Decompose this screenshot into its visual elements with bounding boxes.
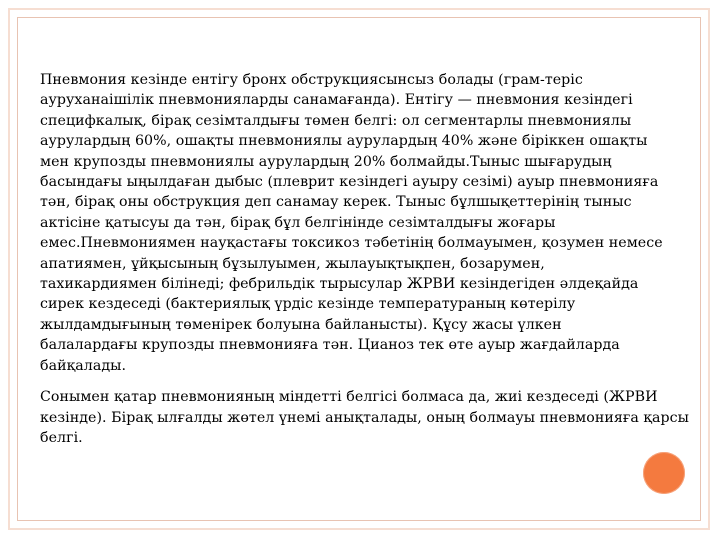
text-line: апатиямен, ұйқысының бұзылуымен, жылауықтықпен, бозарумен, <box>40 255 545 272</box>
text-line: емес.Пневмониямен науқастағы токсикоз тәбетінің болмауымен, қозумен немесе <box>40 235 663 252</box>
text-line: актісіне қатысуы да тән, бірақ бұл белгінінде сезімталдығы жоғары <box>40 214 556 231</box>
text-line: балалардағы крупозды пневмонияға тән. Цианоз тек өте ауыр жағдайларда <box>40 337 620 354</box>
text-line: Сонымен қатар пневмонияның міндетті белгісі болмаса да, жиі кездеседі (ЖРВИ <box>40 389 658 406</box>
text-line: тахикардиямен білінеді; фебрильдік тырысулар ЖРВИ кезіндегіден әлдеқайда <box>40 276 639 293</box>
text-line: белгі. <box>40 429 83 446</box>
text-line: специфкалық, бірақ сезімталдығы төмен белгі: ол сегментарлы пневмониялы <box>40 112 632 129</box>
paragraph-cough <box>40 387 705 448</box>
text-line: тән, бірақ оны обструкция деп санамау керек. Тыныс бұлшықеттерінің тыныс <box>40 194 632 211</box>
slide-text-body <box>40 70 705 448</box>
text-line: Пневмония кезінде ентігу бронх обструкциясынсыз болады (грам-теріс <box>40 72 583 88</box>
text-line: басындағы ыңылдаған дыбыс (плеврит кезіндегі ауыру сезімі) ауыр пневмонияға <box>40 174 659 191</box>
text-line: аурулардың 60%, ошақты пневмониялы аурулардың 40% және біріккен ошақты <box>40 133 648 150</box>
text-line: жылдамдығының төменірек болуына байланысты). Құсу жасы үлкен <box>40 316 562 333</box>
text-line: сирек кездеседі (бактериялық үрдіс кезінде температураның көтерілу <box>40 296 576 313</box>
paragraph-symptoms <box>40 70 705 376</box>
text-line: ауруханаішілік пневмонияларды санамағанда). Ентігу — пневмония кезіндегі <box>40 92 633 109</box>
text-line: мен крупозды пневмониялы аурулардың 20% болмайды.Тыныс шығарудың <box>40 153 612 170</box>
text-line: кезінде). Бірақ ылғалды жөтел үнемі анықталады, оның болмауы пневмонияға қарсы <box>40 409 690 426</box>
text-line: байқалады. <box>40 357 127 374</box>
orange-circle-decoration <box>643 452 685 494</box>
